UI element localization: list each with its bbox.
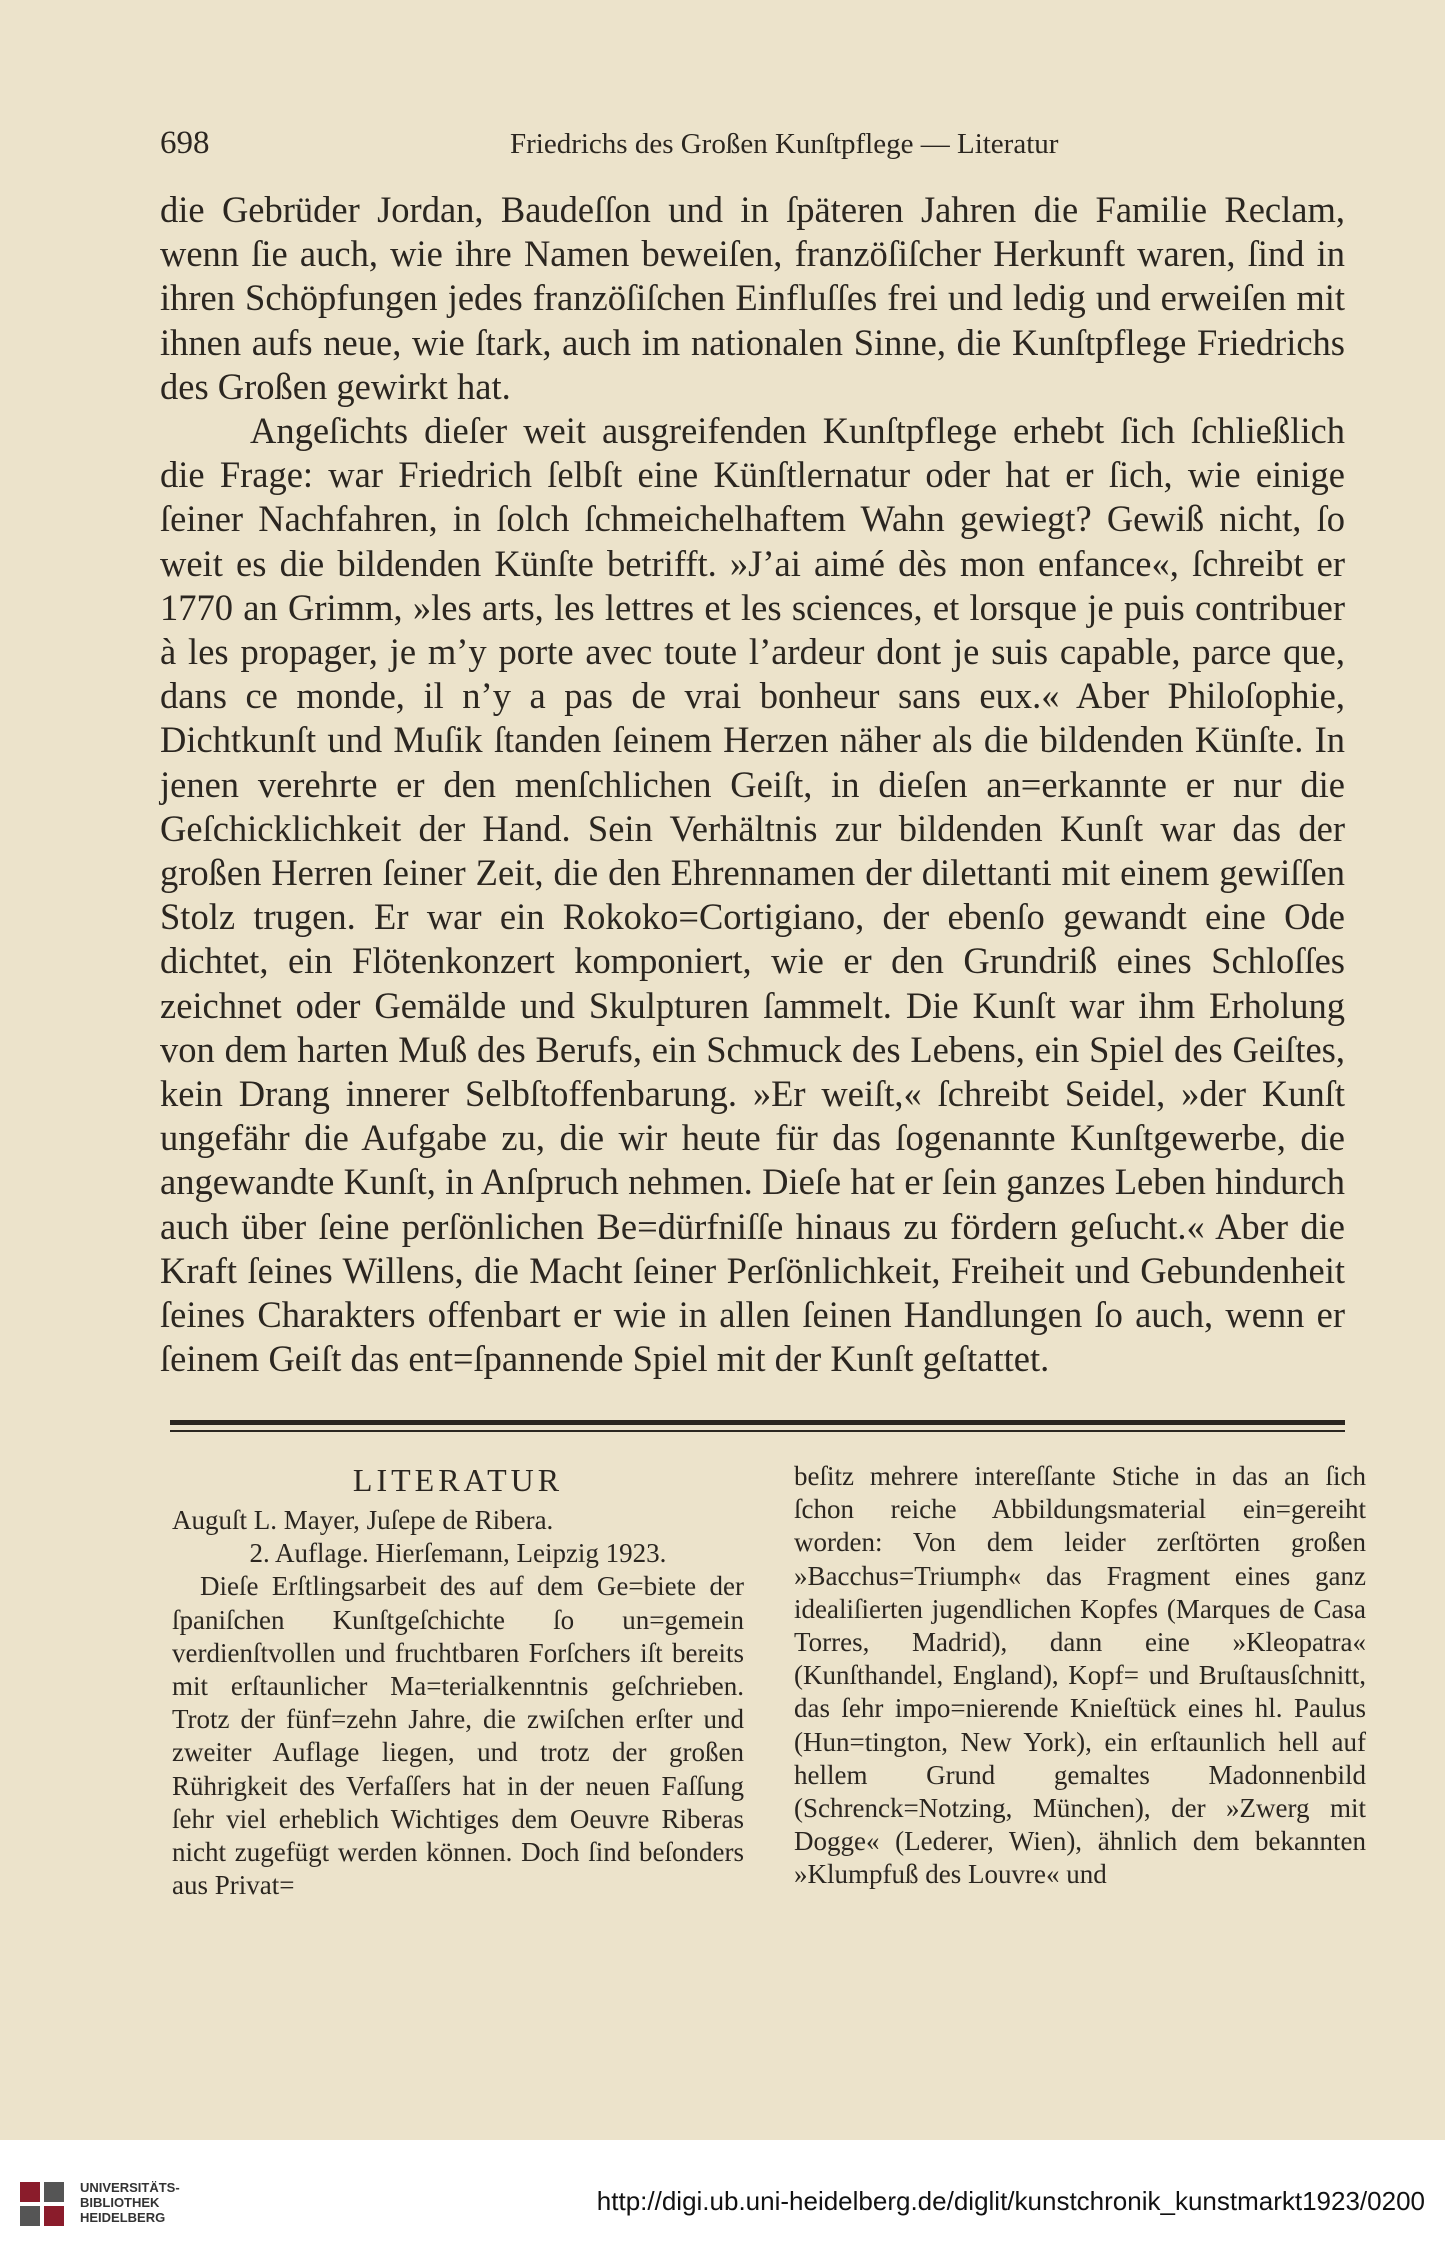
running-title: Friedrichs des Großen Kunſtpflege — Literatur — [510, 128, 1059, 160]
institution-name: UNIVERSITÄTS- BIBLIOTHEK HEIDELBERG — [80, 2180, 180, 2225]
source-url-link[interactable]: http://digi.ub.uni-heidelberg.de/diglit/kunstchronik_kunstmarkt1923/0200 — [596, 2186, 1425, 2216]
review-text-continued: beſitz mehrere intereſſante Stiche in das an ſich ſchon reiche Abbildungsmaterial ein=gereiht worden: Von dem leider zerſtörten großen »Bacchus=Triumph« das Fragment eines ganz idealiſierten jugendlichen Kopfes (Marques de Casa Torres, Madrid), dann eine »Kleopatra« (Kunſthandel, England), Kopf= und Bruſtausſchnitt, das ſehr impo=nierende Knieſtück eines hl. Paulus (Hun=tington, New York), ein erſtaunlich hell auf hellem Grund gemaltes Madonnenbild (Schrenck=Notzing, München), der »Zwerg mit Dogge« (Lederer, Wien), ähnlich dem bekannten »Klumpfuß des Louvre« und — [794, 1461, 1366, 1890]
review-text: Dieſe Erſtlingsarbeit des auf dem Ge=biete der ſpaniſchen Kunſtgeſchichte ſo un=gemein verdienſtvollen und fruchtbaren Forſchers iſt bereits mit erſtaunlicher Ma=terialkenntnis geſchrieben. Trotz der fünf=zehn Jahre, die zwiſchen erſter und zweiter Auflage liegen, und trotz der großen Rührigkeit des Verfaſſers hat in der neuen Faſſung ſehr viel erheblich Wichtiges dem Oeuvre Riberas nicht zugefügt werden können. Doch ſind beſonders aus Privat= — [172, 1571, 744, 1901]
section-divider — [170, 1420, 1345, 1432]
paragraph: die Gebrüder Jordan, Baudeſſon und in ſpäteren Jahren die Familie Reclam, wenn ſie auch, wie ihre Namen beweiſen, franzöſiſcher Herkunft waren, ſind in ihren Schöpfungen jedes franzöſiſchen Einfluſſes frei und ledig und erweiſen mit ihnen aufs neue, wie ſtark, auch im nationalen Sinne, die Kunſtpflege Friedrichs des Großen gewirkt hat. — [160, 189, 1345, 407]
literature-heading: LITERATUR — [352, 1462, 564, 1498]
running-head — [160, 125, 1350, 169]
paragraph: Angeſichts dieſer weit ausgreifenden Kunſtpflege erhebt ſich ſchließlich die Frage: war Friedrich ſelbſt eine Künſtlernatur oder hat er ſich, wie einige ſeiner Nachfahren, in ſolch ſchmeichelhaftem Wahn gewiegt? Gewiß nicht, ſo weit es die bildenden Künſte betrifft. »J’ai aimé dès mon enfance«, ſchreibt er 1770 an Grimm, »les arts, les lettres et les sciences, et lorsque je puis contribuer à les propager, je m’y porte avec toute l’ardeur dont je suis capable, parce que, dans ce monde, il n’y a pas de vrai bonheur sans eux.« Aber Philoſophie, Dichtkunſt und Muſik ſtanden ſeinem Herzen näher als die bildenden Künſte. In jenen verehrte er den menſchlichen Geiſt, in dieſen an=erkannte er nur die Geſchicklichkeit der Hand. Sein Verhältnis zur bildenden Kunſt war das der großen Herren ſeiner Zeit, die den Ehrennamen der dilettanti mit einem gewiſſen Stolz trugen. Er war ein Rokoko=Cortigiano, der ebenſo gewandt eine Ode dichtet, ein Flötenkonzert komponiert, wie er den Grundriß eines Schloſſes zeichnet oder Gemälde und Skulpturen ſammelt. Die Kunſt war ihm Erholung von dem harten Muß des Berufs, ein Schmuck des Lebens, ein Spiel des Geiſtes, kein Drang innerer Selbſtoffenbarung. »Er weiſt,« ſchreibt Seidel, »der Kunſt ungefähr die Aufgabe zu, die wir heute für das ſogenannte Kunſtgewerbe, die angewandte Kunſt, in Anſpruch nehmen. Dieſe hat er ſein ganzes Leben hindurch auch über ſeine perſönlichen Be=dürfniſſe hinaus zu fördern geſucht.« Aber die Kraft ſeines Willens, die Macht ſeiner Perſönlichkeit, Freiheit und Gebundenheit ſeines Charakters offenbart er wie in allen ſeinen Handlungen ſo auch, wenn er ſeinem Geiſt das ent=ſpannende Spiel mit der Kunſt geſtattet. — [160, 410, 1345, 1380]
footer-bar — [0, 2140, 1445, 2266]
literature-column-left — [172, 1460, 744, 1902]
book-title: Auguſt L. Mayer, Juſepe de Ribera. — [172, 1505, 554, 1535]
page-number: 698 — [160, 125, 210, 161]
body-text — [160, 188, 1345, 1381]
ub-heidelberg-logo-icon — [18, 2180, 68, 2230]
book-publication: 2. Auflage. Hierſemann, Leipzig 1923. — [249, 1538, 667, 1569]
literature-column-right — [794, 1460, 1366, 1892]
